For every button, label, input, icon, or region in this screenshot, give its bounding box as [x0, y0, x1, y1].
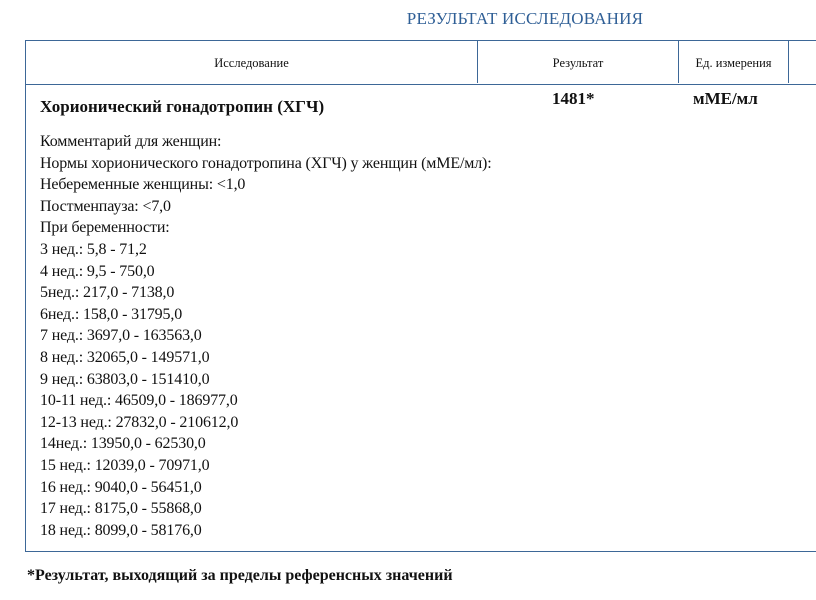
comment-line: 18 нед.: 8099,0 - 58176,0 [40, 521, 202, 539]
comment-line: 4 нед.: 9,5 - 750,0 [40, 262, 155, 280]
comment-line: 16 нед.: 9040,0 - 56451,0 [40, 478, 202, 496]
comment-line: 3 нед.: 5,8 - 71,2 [40, 240, 147, 258]
comment-line: 7 нед.: 3697,0 - 163563,0 [40, 327, 202, 345]
comment-line: 8 нед.: 32065,0 - 149571,0 [40, 348, 210, 366]
comment-line: 15 нед.: 12039,0 - 70971,0 [40, 456, 210, 474]
column-header-test: Исследование [26, 41, 478, 83]
comment-line: Комментарий для женщин: [40, 133, 222, 150]
comment-line: Нормы хорионического гонадотропина (ХГЧ) у женщин (мМЕ/мл): [40, 154, 492, 172]
page-title: РЕЗУЛЬТАТ ИССЛЕДОВАНИЯ [406, 9, 644, 28]
comment-line: 9 нед.: 63803,0 - 151410,0 [40, 370, 210, 388]
comment-line: 5нед.: 217,0 - 7138,0 [40, 284, 175, 302]
column-header-units: Ед. измерения [679, 41, 789, 83]
comment-line: Постменпауза: <7,0 [40, 197, 171, 215]
test-units: мМЕ/мл [693, 89, 758, 108]
test-name: Хорионический гонадотропин (ХГЧ) [40, 97, 325, 116]
comment-line: 12-13 нед.: 27832,0 - 210612,0 [40, 413, 239, 431]
comment-line: 6нед.: 158,0 - 31795,0 [40, 305, 183, 323]
table-header-row [26, 41, 816, 85]
column-header-extra [789, 41, 816, 83]
comment-line: 10-11 нед.: 46509,0 - 186977,0 [40, 392, 238, 410]
results-table [25, 40, 816, 552]
comment-line: 17 нед.: 8175,0 - 55868,0 [40, 500, 202, 518]
footnote: *Результат, выходящий за пределы референсных значений [27, 567, 453, 584]
reference-comments [40, 131, 492, 541]
column-header-result: Результат [478, 41, 679, 83]
comment-line: 14нед.: 13950,0 - 62530,0 [40, 435, 206, 453]
comment-line: При беременности: [40, 219, 170, 237]
test-result-value: 1481* [552, 89, 595, 108]
comment-line: Небеременные женщины: <1,0 [40, 176, 246, 194]
